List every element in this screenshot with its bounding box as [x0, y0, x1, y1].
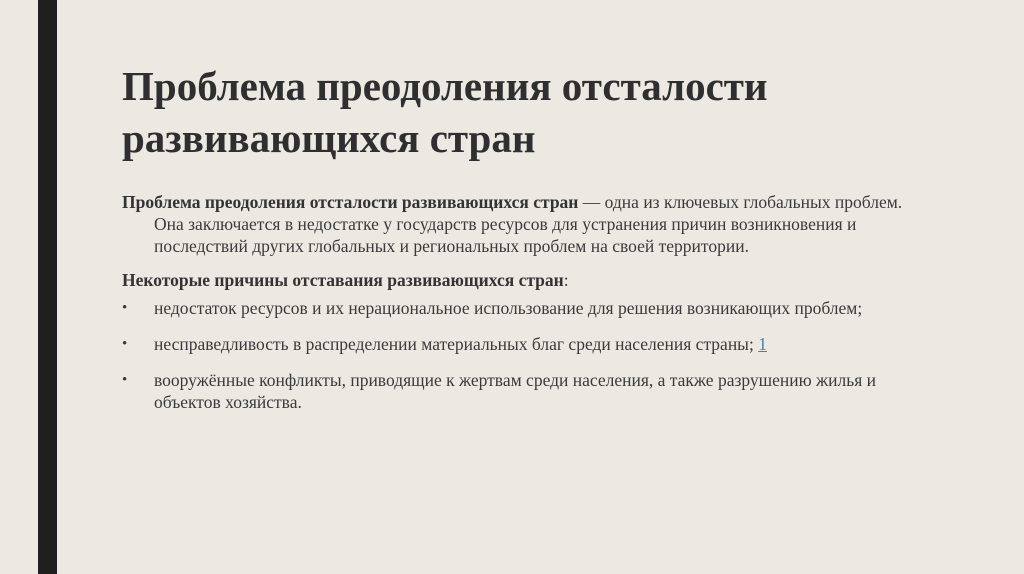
footnote-link[interactable]: 1 — [758, 334, 767, 354]
bullet-icon: • — [122, 300, 128, 316]
slide-body — [122, 191, 912, 427]
list-item-text: несправедливость в распределении материальных благ среди населения страны; — [154, 334, 759, 354]
reasons-heading — [122, 269, 912, 291]
reasons-list — [122, 297, 912, 413]
bullet-icon: • — [122, 336, 128, 352]
list-item-text: недостаток ресурсов и их нерациональное использование для решения возникающих проблем; — [154, 298, 863, 318]
slide-title: Проблема преодоления отсталости развивающихся стран — [122, 63, 768, 161]
bullet-icon: • — [122, 372, 128, 388]
list-item-text: вооружённые конфликты, приводящие к жертвам среди населения, а также разрушению жилья и объектов хозяйства. — [154, 370, 877, 412]
list-item — [122, 297, 912, 319]
list-item — [122, 369, 912, 413]
intro-paragraph — [122, 191, 912, 257]
reasons-heading-suffix: : — [563, 270, 569, 290]
accent-bar — [38, 0, 57, 574]
intro-text: — одна из ключевых глобальных проблем. Она заключается в недостатке у государств ресурсов для устранения причин возникновения и последствий других глобальных и региональных проблем на своей территории. — [154, 192, 903, 256]
intro-bold-term: Проблема преодоления отсталости развивающихся стран — [122, 192, 579, 212]
list-item — [122, 333, 912, 355]
reasons-heading-bold: Некоторые причины отставания развивающихся стран — [122, 270, 564, 290]
